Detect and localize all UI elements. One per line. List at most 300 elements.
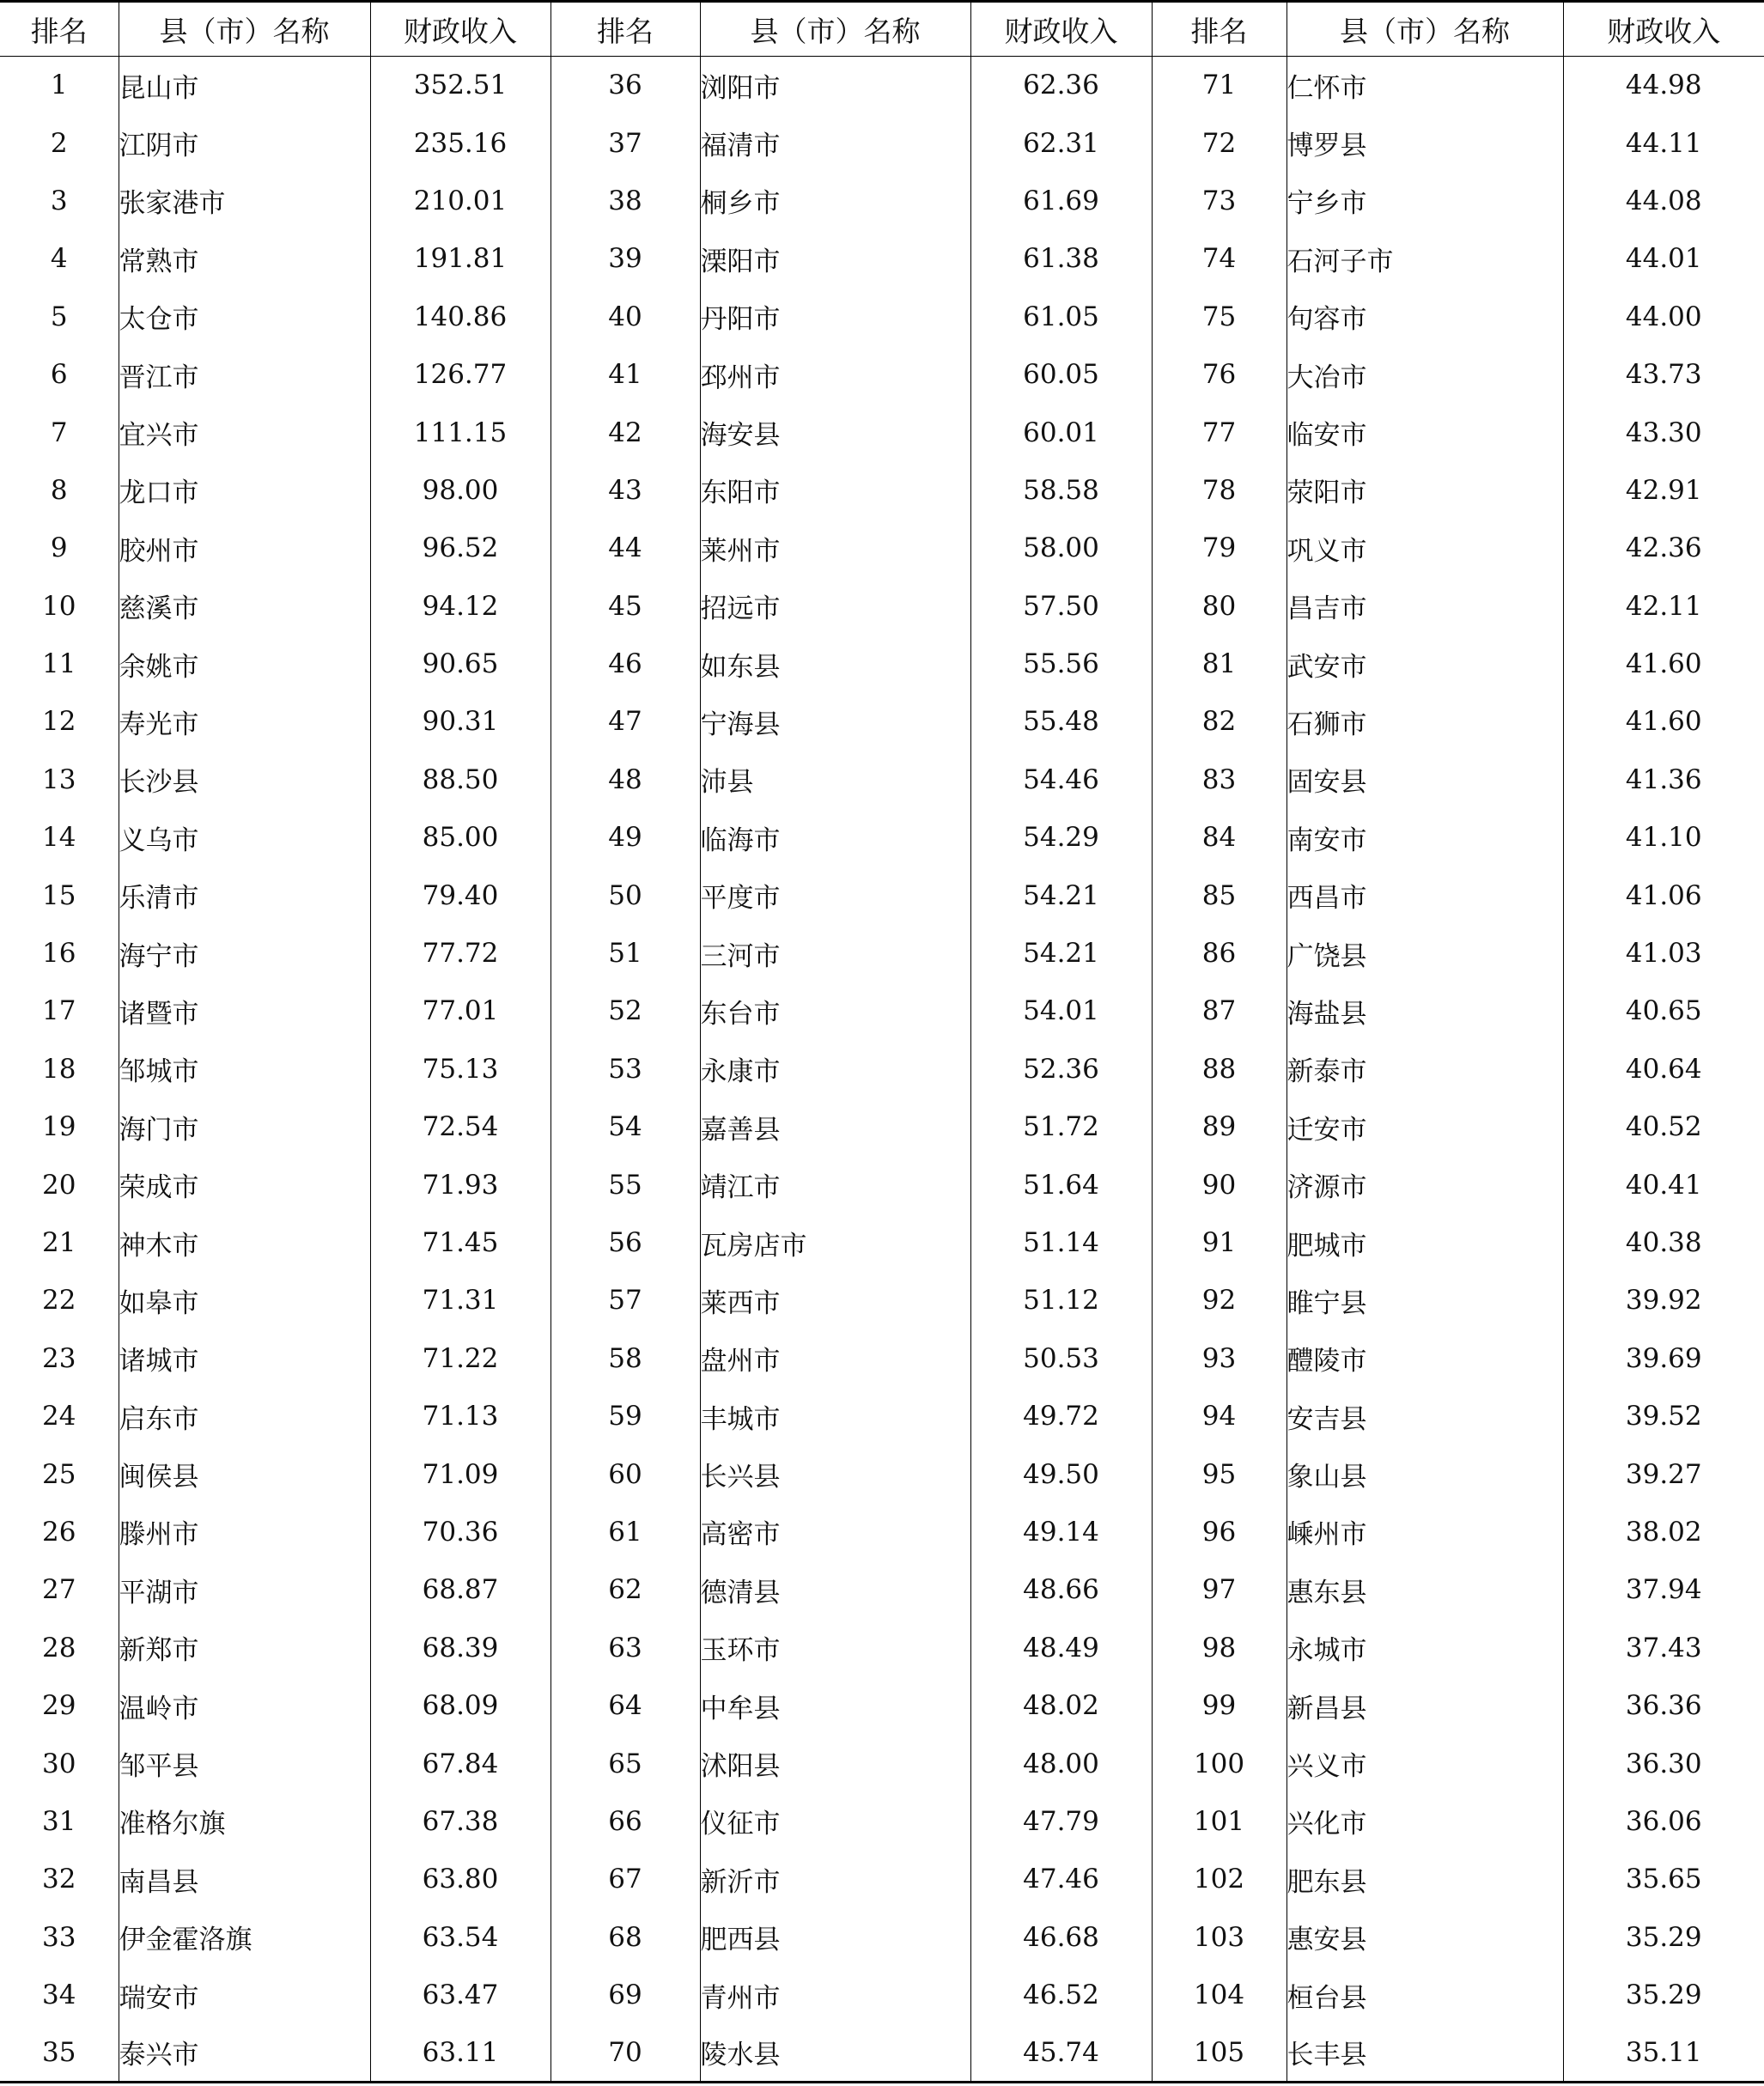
rank-cell: 17 (42, 995, 76, 1027)
county-name-cell: 张家港市 (119, 172, 370, 229)
revenue-cell: 140.86 (370, 288, 550, 345)
header-revenue: 财政收入 (970, 2, 1152, 57)
rank-cell: 84 (1152, 809, 1287, 867)
revenue-cell: 90.65 (370, 635, 550, 692)
county-name-cell: 博罗县 (1287, 114, 1563, 172)
rank-cell: 63 (550, 1619, 700, 1676)
county-name-cell: 如东县 (700, 635, 970, 692)
table-row (0, 635, 1764, 692)
rank-cell: 4 (50, 243, 68, 275)
revenue-cell: 41.06 (1563, 867, 1764, 924)
rank-cell: 66 (550, 1792, 700, 1850)
county-name-cell: 慈溪市 (119, 577, 370, 635)
county-name-cell: 昌吉市 (1287, 577, 1563, 635)
county-name-cell: 滕州市 (119, 1503, 370, 1560)
revenue-cell: 40.64 (1563, 1040, 1764, 1098)
revenue-cell: 44.00 (1563, 288, 1764, 345)
rank-cell: 21 (42, 1227, 76, 1258)
county-name-cell: 西昌市 (1287, 867, 1563, 924)
revenue-cell: 44.08 (1563, 172, 1764, 229)
revenue-cell: 96.52 (370, 520, 550, 577)
county-name-cell: 邹平县 (119, 1735, 370, 1792)
revenue-cell: 51.14 (970, 1213, 1152, 1271)
rank-cell: 16 (42, 938, 76, 970)
rank-cell: 64 (550, 1676, 700, 1734)
rank-cell: 58 (550, 1329, 700, 1387)
revenue-cell: 235.16 (370, 114, 550, 172)
revenue-cell: 54.21 (970, 924, 1152, 982)
revenue-cell: 79.40 (370, 867, 550, 924)
rank-cell: 29 (42, 1690, 76, 1722)
county-name-cell: 福清市 (700, 114, 970, 172)
rank-cell: 96 (1152, 1503, 1287, 1560)
revenue-cell: 43.73 (1563, 345, 1764, 403)
revenue-cell: 75.13 (370, 1040, 550, 1098)
revenue-cell: 49.14 (970, 1503, 1152, 1560)
rank-cell: 74 (1152, 230, 1287, 288)
county-name-cell: 启东市 (119, 1387, 370, 1444)
rank-cell: 33 (42, 1921, 76, 1953)
rank-cell: 12 (42, 706, 76, 738)
rank-cell: 75 (1152, 288, 1287, 345)
rank-cell: 39 (550, 230, 700, 288)
header-revenue: 财政收入 (1563, 2, 1764, 57)
rank-cell: 27 (42, 1574, 76, 1606)
rank-cell: 54 (550, 1098, 700, 1156)
revenue-cell: 62.36 (970, 57, 1152, 114)
revenue-cell: 42.36 (1563, 520, 1764, 577)
revenue-cell: 43.30 (1563, 404, 1764, 461)
county-name-cell: 荥阳市 (1287, 461, 1563, 519)
county-name-cell: 宁海县 (700, 693, 970, 751)
revenue-cell: 61.69 (970, 172, 1152, 229)
revenue-cell: 40.65 (1563, 982, 1764, 1040)
rank-cell: 35 (0, 2024, 119, 2082)
revenue-cell: 61.38 (970, 230, 1152, 288)
rank-cell: 50 (550, 867, 700, 924)
county-name-cell: 宜兴市 (119, 404, 370, 461)
revenue-cell: 48.49 (970, 1619, 1152, 1676)
revenue-cell: 41.03 (1563, 924, 1764, 982)
revenue-cell: 55.48 (970, 693, 1152, 751)
revenue-cell: 58.58 (970, 461, 1152, 519)
header-county-name: 县（市）名称 (1287, 2, 1563, 57)
table-row (0, 1908, 1764, 1966)
revenue-cell: 63.11 (370, 2024, 550, 2082)
county-name-cell: 临安市 (1287, 404, 1563, 461)
rank-cell: 92 (1152, 1272, 1287, 1329)
table-row (0, 577, 1764, 635)
table-header (0, 2, 1764, 57)
revenue-cell: 54.29 (970, 809, 1152, 867)
county-name-cell: 永康市 (700, 1040, 970, 1098)
county-name-cell: 海门市 (119, 1098, 370, 1156)
revenue-cell: 111.15 (370, 404, 550, 461)
county-name-cell: 准格尔旗 (119, 1792, 370, 1850)
table-row (0, 1445, 1764, 1503)
revenue-cell: 35.11 (1563, 2024, 1764, 2082)
revenue-cell: 94.12 (370, 577, 550, 635)
revenue-cell: 48.02 (970, 1676, 1152, 1734)
county-name-cell: 邹城市 (119, 1040, 370, 1098)
table-row (0, 867, 1764, 924)
county-name-cell: 伊金霍洛旗 (119, 1908, 370, 1966)
revenue-cell: 67.38 (370, 1792, 550, 1850)
county-name-cell: 三河市 (700, 924, 970, 982)
county-name-cell: 济源市 (1287, 1156, 1563, 1213)
revenue-cell: 37.43 (1563, 1619, 1764, 1676)
revenue-cell: 36.30 (1563, 1735, 1764, 1792)
rank-cell: 8 (50, 474, 68, 506)
rank-cell: 83 (1152, 751, 1287, 808)
revenue-cell: 126.77 (370, 345, 550, 403)
rank-cell: 102 (1152, 1851, 1287, 1908)
revenue-cell: 90.31 (370, 693, 550, 751)
county-name-cell: 兴化市 (1287, 1792, 1563, 1850)
revenue-cell: 210.01 (370, 172, 550, 229)
table-row (0, 1098, 1764, 1156)
revenue-cell: 70.36 (370, 1503, 550, 1560)
county-name-cell: 高密市 (700, 1503, 970, 1560)
county-name-cell: 余姚市 (119, 635, 370, 692)
revenue-cell: 36.06 (1563, 1792, 1764, 1850)
county-name-cell: 睢宁县 (1287, 1272, 1563, 1329)
revenue-cell: 54.46 (970, 751, 1152, 808)
table-row (0, 461, 1764, 519)
revenue-cell: 68.09 (370, 1676, 550, 1734)
county-name-cell: 招远市 (700, 577, 970, 635)
county-name-cell: 泰兴市 (119, 2024, 370, 2082)
rank-cell: 55 (550, 1156, 700, 1213)
rank-cell: 76 (1152, 345, 1287, 403)
revenue-cell: 41.60 (1563, 635, 1764, 692)
rank-cell: 82 (1152, 693, 1287, 751)
county-name-cell: 东台市 (700, 982, 970, 1040)
rank-cell: 77 (1152, 404, 1287, 461)
county-name-cell: 溧阳市 (700, 230, 970, 288)
county-name-cell: 平度市 (700, 867, 970, 924)
revenue-cell: 35.29 (1563, 1966, 1764, 2023)
county-name-cell: 桐乡市 (700, 172, 970, 229)
revenue-cell: 48.66 (970, 1561, 1152, 1619)
table-row (0, 345, 1764, 403)
county-name-cell: 惠东县 (1287, 1561, 1563, 1619)
rank-cell: 43 (550, 461, 700, 519)
rank-cell: 22 (42, 1285, 76, 1317)
county-name-cell: 瑞安市 (119, 1966, 370, 2023)
county-name-cell: 丰城市 (700, 1387, 970, 1444)
rank-cell: 62 (550, 1561, 700, 1619)
county-name-cell: 长沙县 (119, 751, 370, 808)
revenue-cell: 60.05 (970, 345, 1152, 403)
table-row (0, 1156, 1764, 1213)
county-name-cell: 仪征市 (700, 1792, 970, 1850)
header-rank: 排名 (550, 2, 700, 57)
revenue-cell: 44.01 (1563, 230, 1764, 288)
county-name-cell: 盘州市 (700, 1329, 970, 1387)
county-name-cell: 胶州市 (119, 520, 370, 577)
county-name-cell: 海安县 (700, 404, 970, 461)
rank-cell: 73 (1152, 172, 1287, 229)
rank-cell: 105 (1152, 2024, 1287, 2082)
table-row (0, 288, 1764, 345)
county-name-cell: 神木市 (119, 1213, 370, 1271)
county-name-cell: 浏阳市 (700, 57, 970, 114)
rank-cell: 60 (550, 1445, 700, 1503)
rank-cell: 69 (550, 1966, 700, 2023)
table-row (0, 1619, 1764, 1676)
revenue-cell: 35.65 (1563, 1851, 1764, 1908)
rank-cell: 93 (1152, 1329, 1287, 1387)
county-name-cell: 靖江市 (700, 1156, 970, 1213)
rank-cell: 25 (42, 1458, 76, 1490)
rank-cell: 103 (1152, 1908, 1287, 1966)
revenue-cell: 49.72 (970, 1387, 1152, 1444)
revenue-cell: 63.54 (370, 1908, 550, 1966)
county-name-cell: 安吉县 (1287, 1387, 1563, 1444)
rank-cell: 65 (550, 1735, 700, 1792)
county-name-cell: 新泰市 (1287, 1040, 1563, 1098)
rank-cell: 36 (550, 57, 700, 114)
revenue-cell: 42.11 (1563, 577, 1764, 635)
county-name-cell: 乐清市 (119, 867, 370, 924)
revenue-cell: 48.00 (970, 1735, 1152, 1792)
rank-cell: 30 (42, 1748, 76, 1779)
county-name-cell: 长兴县 (700, 1445, 970, 1503)
revenue-cell: 71.93 (370, 1156, 550, 1213)
rank-cell: 48 (550, 751, 700, 808)
table-row (0, 114, 1764, 172)
rank-cell: 38 (550, 172, 700, 229)
county-name-cell: 肥城市 (1287, 1213, 1563, 1271)
table-row (0, 693, 1764, 751)
rank-cell: 1 (50, 70, 68, 101)
rank-cell: 31 (42, 1805, 76, 1837)
revenue-cell: 61.05 (970, 288, 1152, 345)
rank-cell: 14 (42, 822, 76, 854)
header-rank: 排名 (1152, 2, 1287, 57)
county-name-cell: 石狮市 (1287, 693, 1563, 751)
revenue-cell: 41.60 (1563, 693, 1764, 751)
rank-cell: 87 (1152, 982, 1287, 1040)
county-name-cell: 肥东县 (1287, 1851, 1563, 1908)
rank-cell: 13 (42, 763, 76, 795)
table-row (0, 751, 1764, 808)
rank-cell: 80 (1152, 577, 1287, 635)
county-name-cell: 临海市 (700, 809, 970, 867)
table-row (0, 1966, 1764, 2023)
county-name-cell: 龙口市 (119, 461, 370, 519)
county-name-cell: 玉环市 (700, 1619, 970, 1676)
rank-cell: 56 (550, 1213, 700, 1271)
revenue-cell: 40.52 (1563, 1098, 1764, 1156)
revenue-cell: 44.98 (1563, 57, 1764, 114)
rank-cell: 11 (42, 648, 76, 680)
county-name-cell: 新郑市 (119, 1619, 370, 1676)
revenue-cell: 58.00 (970, 520, 1152, 577)
table-row (0, 809, 1764, 867)
county-name-cell: 邳州市 (700, 345, 970, 403)
rank-cell: 81 (1152, 635, 1287, 692)
county-name-cell: 兴义市 (1287, 1735, 1563, 1792)
revenue-cell: 51.64 (970, 1156, 1152, 1213)
county-name-cell: 新昌县 (1287, 1676, 1563, 1734)
county-name-cell: 醴陵市 (1287, 1329, 1563, 1387)
county-name-cell: 新沂市 (700, 1851, 970, 1908)
rank-cell: 72 (1152, 114, 1287, 172)
table-row (0, 404, 1764, 461)
revenue-cell: 47.79 (970, 1792, 1152, 1850)
rank-cell: 88 (1152, 1040, 1287, 1098)
rank-cell: 61 (550, 1503, 700, 1560)
revenue-cell: 352.51 (370, 57, 550, 114)
rank-cell: 2 (50, 127, 68, 159)
table-row (0, 230, 1764, 288)
revenue-cell: 40.38 (1563, 1213, 1764, 1271)
revenue-cell: 42.91 (1563, 461, 1764, 519)
county-name-cell: 永城市 (1287, 1619, 1563, 1676)
county-name-cell: 晋江市 (119, 345, 370, 403)
revenue-cell: 71.31 (370, 1272, 550, 1329)
county-name-cell: 象山县 (1287, 1445, 1563, 1503)
county-name-cell: 巩义市 (1287, 520, 1563, 577)
revenue-cell: 46.68 (970, 1908, 1152, 1966)
revenue-cell: 88.50 (370, 751, 550, 808)
county-name-cell: 惠安县 (1287, 1908, 1563, 1966)
revenue-cell: 51.72 (970, 1098, 1152, 1156)
rank-cell: 6 (50, 359, 68, 391)
revenue-cell: 55.56 (970, 635, 1152, 692)
rank-cell: 47 (550, 693, 700, 751)
revenue-cell: 54.21 (970, 867, 1152, 924)
revenue-cell: 77.01 (370, 982, 550, 1040)
rank-cell: 32 (42, 1864, 76, 1895)
county-name-cell: 海宁市 (119, 924, 370, 982)
rank-cell: 18 (42, 1053, 76, 1085)
county-name-cell: 诸暨市 (119, 982, 370, 1040)
rank-cell: 26 (42, 1516, 76, 1548)
county-name-cell: 海盐县 (1287, 982, 1563, 1040)
rank-cell: 79 (1152, 520, 1287, 577)
table-row (0, 982, 1764, 1040)
revenue-cell: 68.39 (370, 1619, 550, 1676)
county-name-cell: 中牟县 (700, 1676, 970, 1734)
rank-cell: 53 (550, 1040, 700, 1098)
rank-cell: 90 (1152, 1156, 1287, 1213)
rank-cell: 34 (42, 1980, 76, 2011)
revenue-cell: 52.36 (970, 1040, 1152, 1098)
table-row (0, 2024, 1764, 2082)
rank-cell: 42 (550, 404, 700, 461)
county-name-cell: 丹阳市 (700, 288, 970, 345)
county-name-cell: 义乌市 (119, 809, 370, 867)
rank-cell: 89 (1152, 1098, 1287, 1156)
revenue-cell: 71.13 (370, 1387, 550, 1444)
header-row (0, 2, 1764, 57)
rank-cell: 70 (550, 2024, 700, 2082)
rank-cell: 57 (550, 1272, 700, 1329)
county-name-cell: 昆山市 (119, 57, 370, 114)
revenue-cell: 45.74 (970, 2024, 1152, 2082)
rank-cell: 68 (550, 1908, 700, 1966)
revenue-cell: 72.54 (370, 1098, 550, 1156)
table-row (0, 1676, 1764, 1734)
revenue-cell: 40.41 (1563, 1156, 1764, 1213)
revenue-cell: 35.29 (1563, 1908, 1764, 1966)
revenue-cell: 51.12 (970, 1272, 1152, 1329)
revenue-cell: 50.53 (970, 1329, 1152, 1387)
revenue-cell: 63.80 (370, 1851, 550, 1908)
revenue-cell: 54.01 (970, 982, 1152, 1040)
revenue-cell: 38.02 (1563, 1503, 1764, 1560)
county-name-cell: 平湖市 (119, 1561, 370, 1619)
rank-cell: 28 (42, 1632, 76, 1663)
table-row (0, 57, 1764, 114)
revenue-cell: 37.94 (1563, 1561, 1764, 1619)
rank-cell: 46 (550, 635, 700, 692)
revenue-cell: 41.36 (1563, 751, 1764, 808)
rank-cell: 51 (550, 924, 700, 982)
rank-cell: 19 (42, 1111, 76, 1143)
county-name-cell: 武安市 (1287, 635, 1563, 692)
table-row (0, 1213, 1764, 1271)
revenue-cell: 46.52 (970, 1966, 1152, 2023)
county-name-cell: 石河子市 (1287, 230, 1563, 288)
table-row (0, 1272, 1764, 1329)
county-name-cell: 大冶市 (1287, 345, 1563, 403)
rank-cell: 104 (1152, 1966, 1287, 2023)
county-name-cell: 嵊州市 (1287, 1503, 1563, 1560)
rank-cell: 9 (50, 532, 68, 564)
table-row (0, 1792, 1764, 1850)
table-row (0, 1561, 1764, 1619)
county-name-cell: 桓台县 (1287, 1966, 1563, 2023)
rank-cell: 67 (550, 1851, 700, 1908)
rank-cell: 44 (550, 520, 700, 577)
county-name-cell: 陵水县 (700, 2024, 970, 2082)
county-name-cell: 寿光市 (119, 693, 370, 751)
county-name-cell: 闽侯县 (119, 1445, 370, 1503)
revenue-cell: 68.87 (370, 1561, 550, 1619)
revenue-cell: 49.50 (970, 1445, 1152, 1503)
rank-cell: 45 (550, 577, 700, 635)
county-name-cell: 沛县 (700, 751, 970, 808)
county-name-cell: 宁乡市 (1287, 172, 1563, 229)
rank-cell: 37 (550, 114, 700, 172)
revenue-cell: 85.00 (370, 809, 550, 867)
table-row (0, 924, 1764, 982)
rank-cell: 91 (1152, 1213, 1287, 1271)
rank-cell: 5 (50, 301, 68, 332)
county-name-cell: 广饶县 (1287, 924, 1563, 982)
revenue-cell: 47.46 (970, 1851, 1152, 1908)
rank-cell: 94 (1152, 1387, 1287, 1444)
table-row (0, 1503, 1764, 1560)
revenue-cell: 191.81 (370, 230, 550, 288)
table-row (0, 1387, 1764, 1444)
county-name-cell: 肥西县 (700, 1908, 970, 1966)
header-county-name: 县（市）名称 (700, 2, 970, 57)
revenue-cell: 39.52 (1563, 1387, 1764, 1444)
county-name-cell: 莱州市 (700, 520, 970, 577)
revenue-cell: 36.36 (1563, 1676, 1764, 1734)
table-body (0, 57, 1764, 2083)
county-name-cell: 莱西市 (700, 1272, 970, 1329)
revenue-cell: 57.50 (970, 577, 1152, 635)
revenue-cell: 39.69 (1563, 1329, 1764, 1387)
revenue-cell: 39.27 (1563, 1445, 1764, 1503)
revenue-cell: 62.31 (970, 114, 1152, 172)
